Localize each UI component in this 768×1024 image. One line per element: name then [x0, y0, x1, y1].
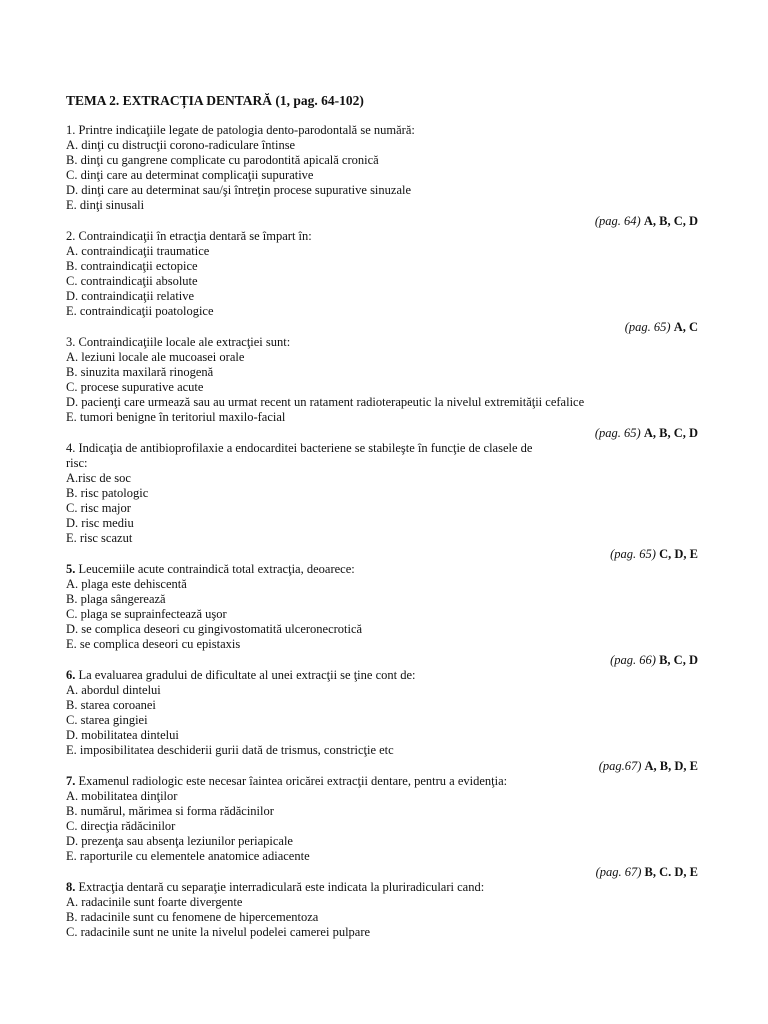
answer-option: C. plaga se suprainfectează uşor: [66, 607, 227, 621]
question-body: Examenul radiologic este necesar îaintea oricărei extracţii dentare, pentru a evidenţia:: [78, 774, 508, 788]
answer-option: C. dinţi care au determinat complicaţii supurative: [66, 168, 314, 182]
page-reference: (pag. 65): [594, 426, 644, 440]
question-text: [66, 774, 706, 789]
question-number: 8.: [66, 880, 79, 894]
correct-answers: B, C. D, E: [644, 865, 698, 879]
question-3: [66, 335, 706, 441]
answer-option: E. tumori benigne în teritoriul maxilo-facial: [66, 410, 286, 424]
answer-option: D. risc mediu: [66, 516, 134, 530]
question-4: [66, 441, 706, 562]
answer-option: D. prezenţa sau absenţa leziunilor periapicale: [66, 834, 293, 848]
correct-answers: A, B, D, E: [644, 759, 698, 773]
answer-key: [66, 652, 706, 668]
question-number: 4.: [66, 441, 79, 455]
answer-option: D. pacienţi care urmează sau au urmat recent un ratament radioterapeutic la nivelul extremităţii cefalice: [66, 395, 585, 409]
question-body: Contraindicaţiile locale ale extracţiei sunt:: [78, 335, 291, 349]
answer-option: E. se complica deseori cu epistaxis: [66, 637, 241, 651]
question-list: [66, 123, 706, 940]
question-number: 3.: [66, 335, 79, 349]
correct-answers: A, B, C, D: [643, 214, 698, 228]
page-reference: (pag. 66): [610, 653, 660, 667]
question-number: 5.: [66, 562, 79, 576]
answer-option: A. radacinile sunt foarte divergente: [66, 895, 243, 909]
question-body: Extracţia dentară cu separaţie interradiculară este indicata la pluriradiculari cand:: [78, 880, 485, 894]
answer-option: C. contraindicaţii absolute: [66, 274, 198, 288]
answer-option: B. risc patologic: [66, 486, 149, 500]
answer-option: B. numărul, mărimea si forma rădăcinilor: [66, 804, 274, 818]
answer-option: E. dinţi sinusali: [66, 198, 145, 212]
question-number: 2.: [66, 229, 79, 243]
question-7: [66, 774, 706, 880]
answer-option: A. mobilitatea dinţilor: [66, 789, 178, 803]
answer-option: C. direcţia rădăcinilor: [66, 819, 176, 833]
answer-option: B. plaga sângerează: [66, 592, 166, 606]
answer-option: A. leziuni locale ale mucoasei orale: [66, 350, 245, 364]
answer-key: [66, 213, 706, 229]
page-reference: (pag.67): [598, 759, 645, 773]
answer-option: B. radacinile sunt cu fenomene de hipercementoza: [66, 910, 319, 924]
answer-option: A. contraindicaţii traumatice: [66, 244, 210, 258]
question-6: [66, 668, 706, 774]
answer-key: [66, 864, 706, 880]
question-text: [66, 123, 706, 138]
answer-option: C. risc major: [66, 501, 131, 515]
answer-option: B. sinuzita maxilară rinogenă: [66, 365, 214, 379]
answer-option: B. dinţi cu gangrene complicate cu parodontită apicală cronică: [66, 153, 379, 167]
answer-option: E. contraindicaţii poatologice: [66, 304, 214, 318]
answer-option: C. procese supurative acute: [66, 380, 204, 394]
page-reference: (pag. 64): [594, 214, 644, 228]
question-text: [66, 880, 706, 895]
question-1: [66, 123, 706, 229]
question-8: [66, 880, 706, 940]
page-reference: (pag. 65): [624, 320, 674, 334]
answer-option: E. risc scazut: [66, 531, 133, 545]
answer-key: [66, 319, 706, 335]
correct-answers: B, C, D: [659, 653, 698, 667]
document-page: [66, 92, 706, 940]
document-title: TEMA 2. EXTRACȚIA DENTARĂ (1, pag. 64-102): [66, 93, 364, 108]
question-text: [66, 229, 706, 244]
answer-option: E. imposibilitatea deschiderii gurii dată de trismus, constricţie etc: [66, 743, 394, 757]
question-number: 1.: [66, 123, 79, 137]
answer-option: D. contraindicaţii relative: [66, 289, 195, 303]
answer-key: [66, 546, 706, 562]
question-5: [66, 562, 706, 668]
answer-option: A. dinţi cu distrucţii corono-radiculare întinse: [66, 138, 296, 152]
answer-option: A.risc de soc: [66, 471, 131, 485]
question-number: 7.: [66, 774, 79, 788]
answer-key: [66, 758, 706, 774]
answer-option: E. raporturile cu elementele anatomice adiacente: [66, 849, 310, 863]
answer-option: C. radacinile sunt ne unite la nivelul podelei camerei pulpare: [66, 925, 371, 939]
correct-answers: A, C: [673, 320, 698, 334]
answer-option: B. contraindicaţii ectopice: [66, 259, 198, 273]
correct-answers: A, B, C, D: [643, 426, 698, 440]
question-number: 6.: [66, 668, 79, 682]
answer-option: D. mobilitatea dintelui: [66, 728, 179, 742]
question-body: Leucemiile acute contraindică total extracţia, deoarece:: [78, 562, 355, 576]
question-text: [66, 562, 706, 577]
page-reference: (pag. 65): [610, 547, 660, 561]
question-body: Contraindicaţii în etracţia dentară se împart în:: [78, 229, 312, 243]
answer-key: [66, 425, 706, 441]
answer-option: B. starea coroanei: [66, 698, 156, 712]
question-body: La evaluarea gradului de dificultate al unei extracţii se ţine cont de:: [78, 668, 416, 682]
answer-option: C. starea gingiei: [66, 713, 148, 727]
page-reference: (pag. 67): [595, 865, 645, 879]
question-body: Indicaţia de antibioprofilaxie a endocarditei bacteriene se stabileşte în funcţie de clasele de risc:: [66, 441, 533, 470]
answer-option: A. plaga este dehiscentă: [66, 577, 187, 591]
answer-option: A. abordul dintelui: [66, 683, 161, 697]
question-2: [66, 229, 706, 335]
question-text: [66, 441, 546, 471]
answer-option: D. dinţi care au determinat sau/şi întreţin procese supurative sinuzale: [66, 183, 412, 197]
question-text: [66, 335, 706, 350]
question-body: Printre indicaţiile legate de patologia dento-parodontală se numără:: [78, 123, 415, 137]
question-text: [66, 668, 706, 683]
answer-option: D. se complica deseori cu gingivostomatită ulceronecrotică: [66, 622, 363, 636]
correct-answers: C, D, E: [659, 547, 698, 561]
